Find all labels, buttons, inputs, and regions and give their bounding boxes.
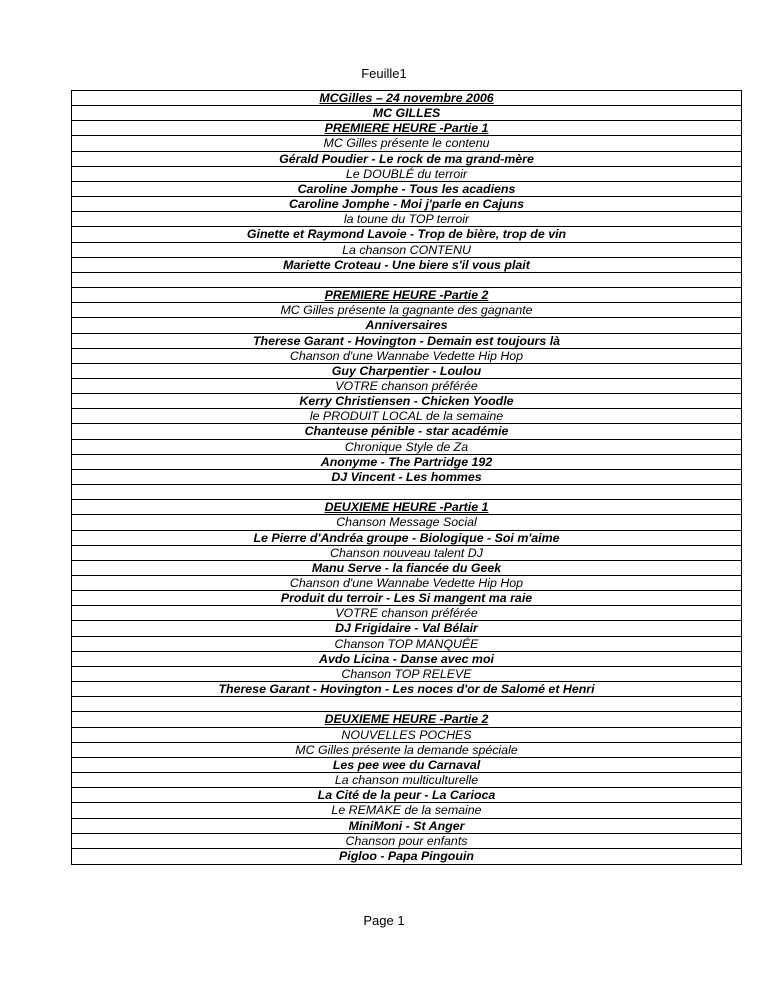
table-row: Therese Garant - Hovington - Les noces d'or de Salomé et Henri xyxy=(72,682,741,697)
table-row: Chanson TOP RELEVE xyxy=(72,667,741,682)
table-row: Chanteuse pénible - star académie xyxy=(72,424,741,439)
table-row: Chanson TOP MANQUÉE xyxy=(72,637,741,652)
table-row: Chanson d'une Wannabe Vedette Hip Hop xyxy=(72,576,741,591)
table-row: Chanson nouveau talent DJ xyxy=(72,546,741,561)
playlist-table xyxy=(71,90,742,865)
table-row: Guy Charpentier - Loulou xyxy=(72,364,741,379)
table-row: MC Gilles présente la gagnante des gagnante xyxy=(72,303,741,318)
table-row: PREMIERE HEURE -Partie 1 xyxy=(72,121,741,136)
table-row: MC Gilles présente le contenu xyxy=(72,136,741,151)
table-row: Kerry Christiensen - Chicken Yoodle xyxy=(72,394,741,409)
table-row: Caroline Jomphe - Tous les acadiens xyxy=(72,182,741,197)
table-row: VOTRE chanson préférée xyxy=(72,379,741,394)
table-row: NOUVELLES POCHES xyxy=(72,728,741,743)
empty-row xyxy=(72,697,741,712)
table-row: Anonyme - The Partridge 192 xyxy=(72,455,741,470)
table-row: Ginette et Raymond Lavoie - Trop de bière, trop de vin xyxy=(72,227,741,242)
table-row: MiniMoni - St Anger xyxy=(72,819,741,834)
table-row: Produit du terroir - Les Si mangent ma raie xyxy=(72,591,741,606)
table-row: Chronique Style de Za xyxy=(72,440,741,455)
table-row: Mariette Croteau - Une biere s'il vous plait xyxy=(72,258,741,273)
table-row: PREMIERE HEURE -Partie 2 xyxy=(72,288,741,303)
table-row: La chanson CONTENU xyxy=(72,243,741,258)
empty-row xyxy=(72,485,741,500)
table-row: Pigloo - Papa Pingouin xyxy=(339,848,474,863)
table-row: Le Pierre d'Andréa groupe - Biologique - Soi m'aime xyxy=(72,531,741,546)
empty-row xyxy=(72,273,741,288)
table-row: Manu Serve - la fiancée du Geek xyxy=(72,561,741,576)
table-row: le PRODUIT LOCAL de la semaine xyxy=(72,409,741,424)
table-row: Anniversaires xyxy=(72,318,741,333)
table-row: DEUXIEME HEURE -Partie 1 xyxy=(72,500,741,515)
table-row: MCGilles – 24 novembre 2006 xyxy=(72,91,741,106)
table-row: DEUXIEME HEURE -Partie 2 xyxy=(72,712,741,727)
table-row: MC Gilles présente la demande spéciale xyxy=(72,743,741,758)
table-row: VOTRE chanson préférée xyxy=(72,606,741,621)
sheet-name: Feuille1 xyxy=(361,66,407,81)
table-row: Caroline Jomphe - Moi j'parle en Cajuns xyxy=(72,197,741,212)
table-row: La Cité de la peur - La Carioca xyxy=(72,788,741,803)
table-row: MC GILLES xyxy=(72,106,741,121)
table-row: Gérald Poudier - Le rock de ma grand-mère xyxy=(72,152,741,167)
table-row: Le DOUBLÉ du terroir xyxy=(72,167,741,182)
table-row: Chanson Message Social xyxy=(72,515,741,530)
page-number: Page 1 xyxy=(363,913,405,928)
table-row: Le REMAKE de la semaine xyxy=(72,803,741,818)
table-row: la toune du TOP terroir xyxy=(72,212,741,227)
table-row: Les pee wee du Carnaval xyxy=(72,758,741,773)
table-row: Chanson d'une Wannabe Vedette Hip Hop xyxy=(72,349,741,364)
table-row: La chanson multiculturelle xyxy=(72,773,741,788)
table-row: DJ Frigidaire - Val Bélair xyxy=(72,621,741,636)
table-row: DJ Vincent - Les hommes xyxy=(72,470,741,485)
table-row: Therese Garant - Hovington - Demain est toujours là xyxy=(72,334,741,349)
table-row: Avdo Licina - Danse avec moi xyxy=(72,652,741,667)
table-row: Chanson pour enfants xyxy=(72,834,741,849)
